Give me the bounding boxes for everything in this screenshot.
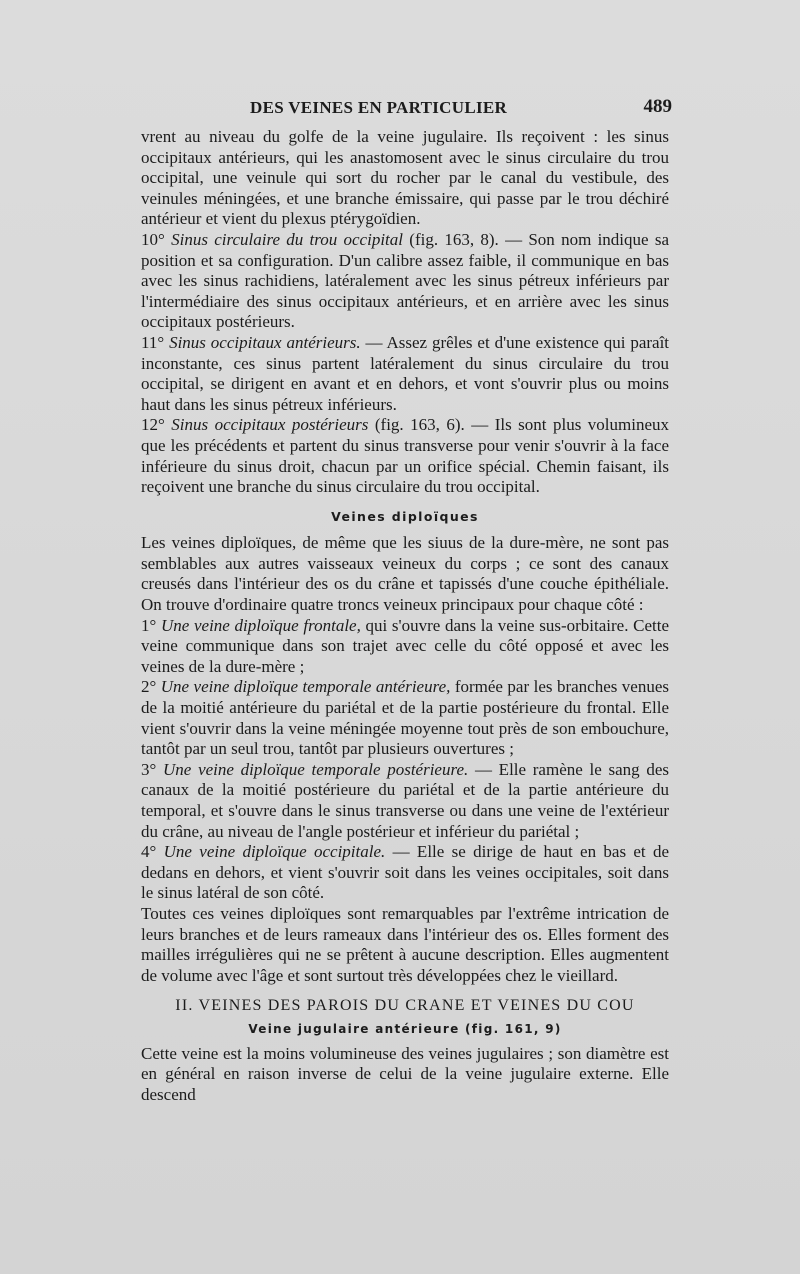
item-title: Une veine diploïque temporale antérieure,	[160, 677, 451, 697]
item-text: — Elle se dirige de haut en bas et de dedans en dehors, et vient s'ouvrir soit dans les veines occipitales, soit dans le sinus latéral de son côté.	[141, 842, 670, 903]
paragraph-jugulaire-anterieure: Cette veine est la moins volumineuse des veines jugulaires ; son diamètre est en général en raison inverse de celui de la veine jugulaire externe. Elle descend	[141, 1043, 669, 1104]
paragraph-diploiques-intro: Les veines diploïques, de même que les siuus de la dure-mère, ne sont pas semblables aux autres vaisseaux veineux du corps ; ce sont des canaux creusés dans l'intérieur des os du crâne et tapissés d'une couche épithéliale. On trouve d'ordinaire quatre troncs veineux principaux pour chaque côté :	[141, 533, 669, 615]
item-title: Sinus occipitaux antérieurs.	[169, 332, 361, 352]
subheading-jugulaire-anterieure: Veine jugulaire antérieure (fig. 161, 9)	[248, 1021, 562, 1036]
item-number: 10°	[141, 229, 165, 249]
item-number: 12°	[141, 415, 165, 435]
paragraph-sinus-circulaire	[141, 230, 669, 333]
paragraph-diploique-frontale	[141, 616, 669, 678]
item-number: 2°	[141, 677, 157, 697]
paragraph-diploique-occipitale	[141, 842, 669, 904]
item-title: Une veine diploïque frontale,	[160, 615, 361, 635]
subheading-veines-diploiques: Veines diploïques	[331, 508, 479, 524]
section-heading: II. VEINES DES PAROIS DU CRANE ET VEINES DU COU	[175, 997, 635, 1015]
running-title: DES VEINES EN PARTICULIER	[250, 98, 508, 117]
paragraph-sinus-occipitaux-posterieurs	[141, 415, 669, 497]
item-number: 1°	[141, 615, 157, 635]
item-text: (fig. 163, 6). — Ils sont plus volumineux que les précédents et partent du sinus transverse pour venir s'ouvrir à la face inférieure du sinus droit, chacun par un orifice spécial. Chemin faisant, ils reçoivent une branche du sinus circulaire du trou occipital.	[141, 415, 670, 497]
paragraph-diploique-temporale-posterieure	[141, 760, 669, 842]
item-text: — Assez grêles et d'une existence qui paraît inconstante, ces sinus partent latéralement du sinus circulaire du trou occipital, se dirigent en avant et en dehors, et vont s'ouvrir plus ou moins haut dans les sinus pétreux inférieurs.	[141, 332, 670, 414]
item-text: qui s'ouvre dans la veine sus-orbitaire. Cette veine communique dans son trajet avec celle du côté opposé et avec les veines de la dure-mère ;	[141, 615, 669, 676]
item-text: (fig. 163, 8). — Son nom indique sa position et sa configuration. D'un calibre assez faible, il communique en bas avec les sinus rachidiens, latéralement avec les sinus pétreux inférieurs par l'intermédiaire des sinus occipitaux antérieurs, et en arrière avec les sinus occipitaux postérieurs.	[141, 229, 670, 332]
item-title: Une veine diploïque temporale postérieure.	[163, 759, 469, 779]
item-title: Sinus occipitaux postérieurs	[171, 415, 369, 435]
paragraph-sinus-occipitaux-anterieurs	[141, 333, 669, 415]
paragraph-diploique-temporale-anterieure	[141, 677, 669, 759]
item-number: 11°	[141, 332, 165, 352]
page-header	[0, 98, 800, 122]
item-title: Sinus circulaire du trou occipital	[171, 229, 404, 249]
body-text	[141, 127, 669, 1105]
item-text: — Elle ramène le sang des canaux de la moitié postérieure du pariétal et de la partie antérieure du temporal, et s'ouvre dans le sinus transverse ou dans une veine de l'extérieur du crâne, au niveau de l'angle postérieur et inférieur du pariétal ;	[141, 759, 670, 841]
paragraph-toutes-ces-veines: Toutes ces veines diploïques sont remarquables par l'extrême intrication de leurs branches et de leurs rameaux dans l'intérieur des os. Elles forment des mailles irrégulières qui ne se prêtent à aucune description. Elles augmentent de volume avec l'âge et sont surtout très développées chez le vieillard.	[141, 903, 669, 985]
item-number: 4°	[141, 842, 157, 862]
item-title: Une veine diploïque occipitale.	[163, 842, 386, 862]
item-number: 3°	[141, 759, 157, 779]
page-number: 489	[643, 96, 672, 117]
paragraph-intro: vrent au niveau du golfe de la veine jugulaire. Ils reçoivent : les sinus occipitaux antérieurs, qui les anastomosent avec le sinus circulaire du trou occipital, une veinule qui sort du rocher par le canal du vestibule, des veinules méningées, et une branche émissaire, qui passe par le trou déchiré antérieur et vient du plexus ptérygoïdien.	[141, 127, 669, 229]
item-text: formée par les branches venues de la moitié antérieure du pariétal et de la partie postérieure du frontal. Elle vient s'ouvrir dans la veine méningée moyenne tout près de son embouchure, tantôt par un seul trou, tantôt par plusieurs ouvertures ;	[141, 677, 670, 759]
